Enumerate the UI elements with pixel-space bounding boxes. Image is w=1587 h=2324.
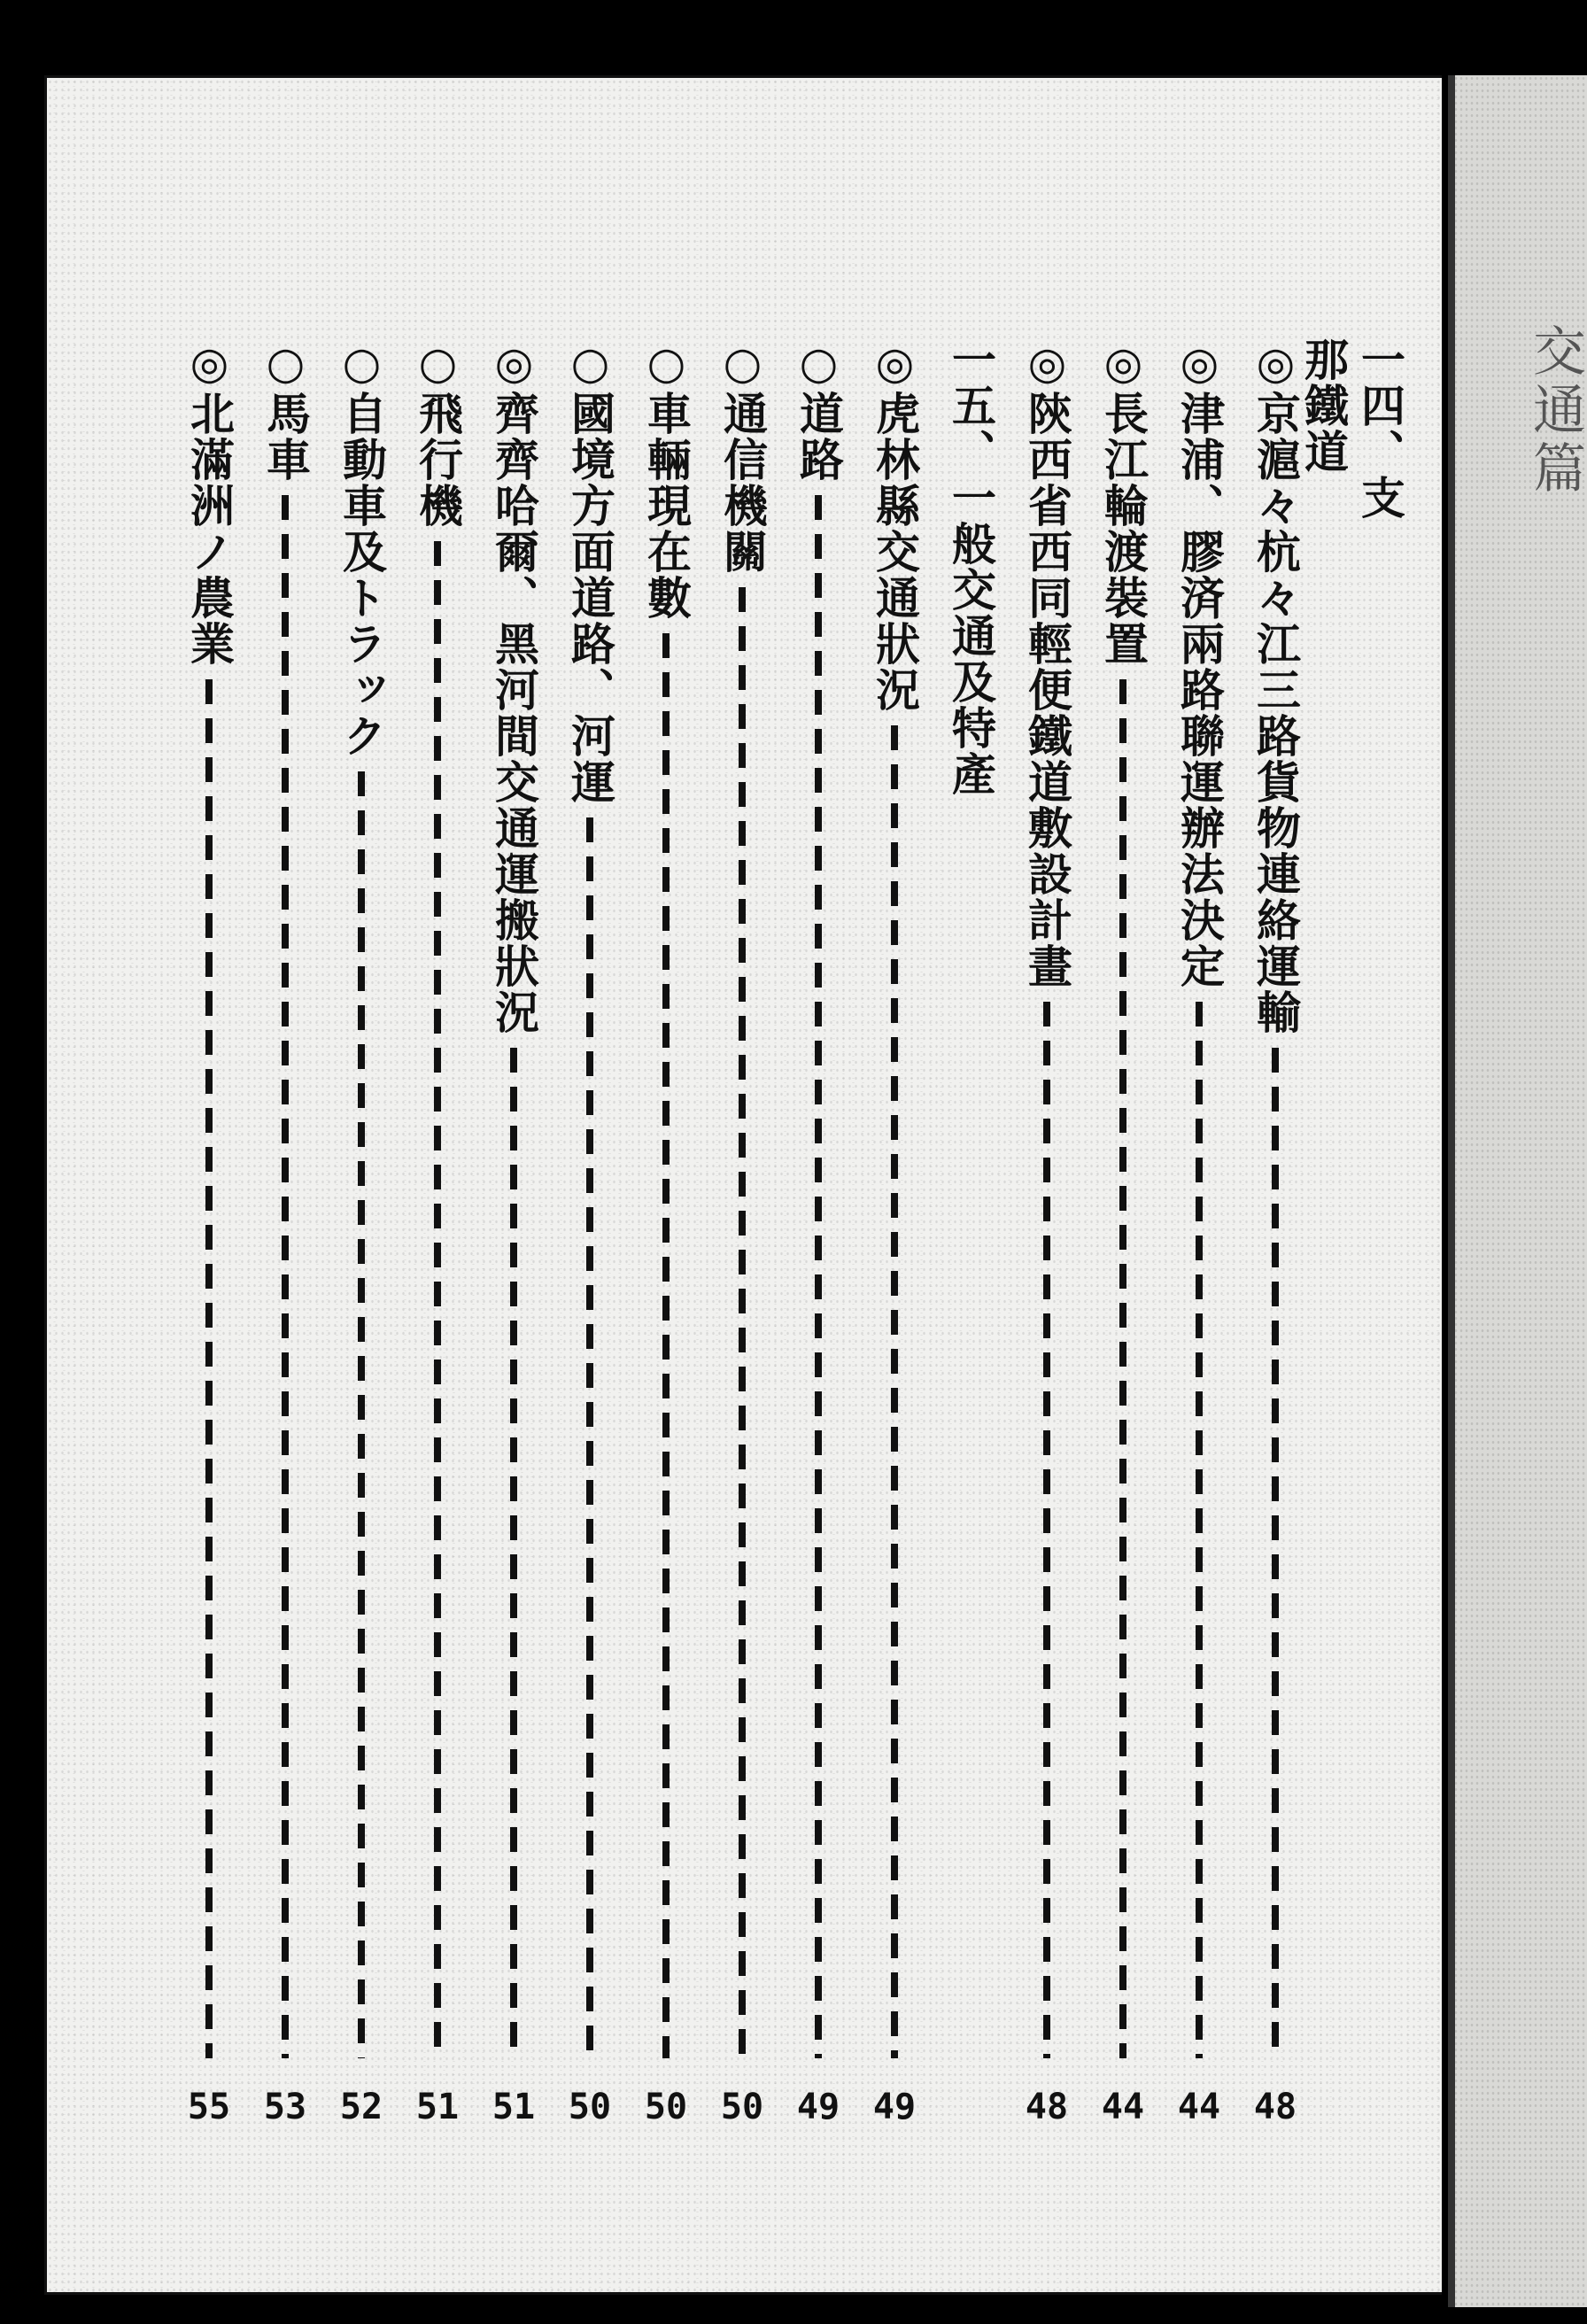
dotted-leader: [1119, 679, 1126, 2058]
section-title: 一四、支那鐵道: [1297, 337, 1406, 521]
page-number: 49: [796, 2087, 840, 2127]
entry-title: ◎虎林縣交通狀況: [869, 337, 921, 713]
entry-title: ○馬車: [259, 337, 312, 483]
dotted-leader: [586, 817, 593, 2058]
page-number: 50: [720, 2087, 764, 2127]
page-number: 52: [339, 2087, 383, 2127]
entry-title: ○通信機關: [716, 337, 769, 575]
toc-section-heading: [1297, 337, 1406, 531]
section-title: 一五、一般交通及特產: [945, 337, 997, 797]
page-number: 49: [872, 2087, 917, 2127]
page-number: 53: [263, 2087, 307, 2127]
page-number: 44: [1177, 2087, 1221, 2127]
dotted-leader: [1043, 1002, 1050, 2058]
page-number: 51: [492, 2087, 536, 2127]
dotted-leader: [1196, 1002, 1203, 2058]
entry-title: ◎齊齊哈爾、黑河間交通運搬狀況: [488, 337, 540, 1035]
entry-title: ○國境方面道路、河運: [564, 337, 616, 805]
toc-entry: [181, 337, 237, 2058]
toc-entry: [638, 337, 694, 2058]
toc-entry: [485, 337, 542, 2058]
dotted-leader: [1272, 1048, 1279, 2058]
dotted-leader: [282, 495, 289, 2058]
adjacent-page-edge: [1448, 75, 1587, 2307]
entry-title: ◎北滿洲ノ農業: [183, 337, 236, 667]
page-number: 48: [1253, 2087, 1297, 2127]
dotted-leader: [662, 633, 670, 2058]
entry-title: ◎陝西省西同輕便鐵道敷設計畫: [1021, 337, 1073, 989]
toc-entry: [790, 337, 847, 2058]
toc-entry: [1095, 337, 1151, 2058]
dotted-leader: [739, 587, 746, 2058]
dotted-leader: [510, 1048, 517, 2058]
dotted-leader: [434, 541, 441, 2058]
entry-title: ◎津浦、膠済兩路聯運辦法決定: [1173, 337, 1226, 989]
dotted-leader: [891, 725, 898, 2058]
toc-entry: [1247, 337, 1304, 2058]
dotted-leader: [205, 679, 213, 2058]
toc-entry: [1018, 337, 1075, 2058]
page-number: 50: [644, 2087, 688, 2127]
toc-entry: [257, 337, 314, 2058]
page-number: 55: [187, 2087, 231, 2127]
toc-entry: [333, 337, 390, 2058]
dotted-leader: [358, 771, 365, 2058]
toc-entry: [1171, 337, 1227, 2058]
page-number: 44: [1101, 2087, 1145, 2127]
toc-section-heading: [942, 337, 999, 898]
dotted-leader: [815, 495, 822, 2058]
page-fold-shadow: [1448, 75, 1455, 2307]
page-number: 51: [415, 2087, 460, 2127]
toc-entry: [561, 337, 618, 2058]
page-number: 50: [568, 2087, 612, 2127]
toc-entry: [866, 337, 923, 2058]
next-page-running-title: 交通篇: [1524, 323, 1586, 499]
entry-title: ○飛行機: [412, 337, 464, 529]
entry-title: ○自動車及トラック: [336, 337, 388, 759]
entry-title: ◎京滬々杭々江三路貨物連絡運輸: [1250, 337, 1302, 1035]
entry-title: ○車輛現在數: [640, 337, 693, 621]
page-number: 48: [1025, 2087, 1069, 2127]
toc-entry: [714, 337, 770, 2058]
toc-entry: [409, 337, 466, 2058]
entry-title: ○道路: [793, 337, 845, 483]
entry-title: ◎長江輪渡裝置: [1097, 337, 1150, 667]
